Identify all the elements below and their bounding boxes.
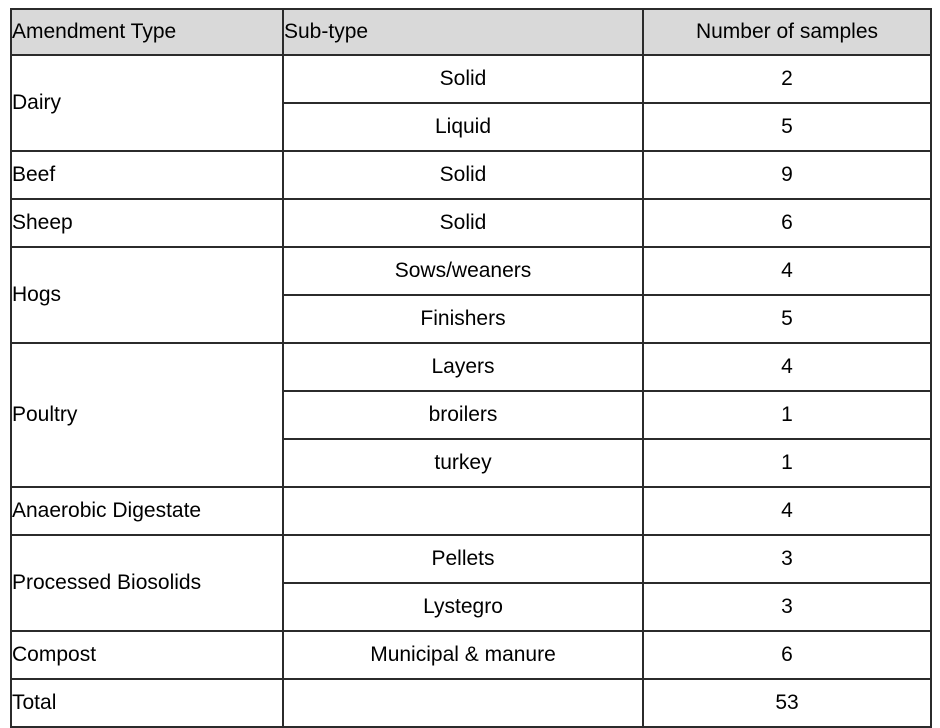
cell-sub-type: Solid [283, 199, 643, 247]
cell-sub-type: broilers [283, 391, 643, 439]
table-row [11, 343, 931, 391]
cell-number-of-samples: 9 [643, 151, 931, 199]
cell-sub-type: Lystegro [283, 583, 643, 631]
cell-sub-type: Municipal & manure [283, 631, 643, 679]
header-number-of-samples: Number of samples [643, 9, 931, 55]
cell-number-of-samples: 1 [643, 439, 931, 487]
cell-amendment-type: Hogs [11, 247, 283, 343]
cell-sub-type: Pellets [283, 535, 643, 583]
cell-sub-type: Liquid [283, 103, 643, 151]
cell-number-of-samples: 3 [643, 583, 931, 631]
cell-amendment-type: Dairy [11, 55, 283, 151]
cell-number-of-samples: 3 [643, 535, 931, 583]
cell-amendment-type: Processed Biosolids [11, 535, 283, 631]
table-row [11, 151, 931, 199]
table-header [11, 9, 931, 55]
table-body [11, 55, 931, 727]
cell-number-of-samples: 5 [643, 103, 931, 151]
cell-sub-type [283, 487, 643, 535]
cell-amendment-type: Sheep [11, 199, 283, 247]
cell-number-of-samples: 6 [643, 631, 931, 679]
cell-sub-type: turkey [283, 439, 643, 487]
header-amendment-type: Amendment Type [11, 9, 283, 55]
cell-number-of-samples: 1 [643, 391, 931, 439]
table-row [11, 55, 931, 103]
table-row [11, 535, 931, 583]
header-sub-type: Sub-type [283, 9, 643, 55]
table-row [11, 199, 931, 247]
cell-amendment-type: Anaerobic Digestate [11, 487, 283, 535]
table-row [11, 631, 931, 679]
cell-sub-type: Layers [283, 343, 643, 391]
table-row [11, 247, 931, 295]
cell-number-of-samples: 4 [643, 487, 931, 535]
cell-amendment-type: Total [11, 679, 283, 727]
cell-number-of-samples: 4 [643, 343, 931, 391]
cell-number-of-samples: 2 [643, 55, 931, 103]
cell-number-of-samples: 6 [643, 199, 931, 247]
cell-sub-type: Finishers [283, 295, 643, 343]
cell-amendment-type: Compost [11, 631, 283, 679]
cell-sub-type: Sows/weaners [283, 247, 643, 295]
amendment-samples-table [10, 8, 932, 728]
table-row [11, 679, 931, 727]
cell-amendment-type: Poultry [11, 343, 283, 487]
cell-sub-type [283, 679, 643, 727]
cell-amendment-type: Beef [11, 151, 283, 199]
cell-number-of-samples: 4 [643, 247, 931, 295]
cell-number-of-samples: 53 [643, 679, 931, 727]
header-row [11, 9, 931, 55]
cell-sub-type: Solid [283, 55, 643, 103]
cell-number-of-samples: 5 [643, 295, 931, 343]
cell-sub-type: Solid [283, 151, 643, 199]
table-row [11, 487, 931, 535]
